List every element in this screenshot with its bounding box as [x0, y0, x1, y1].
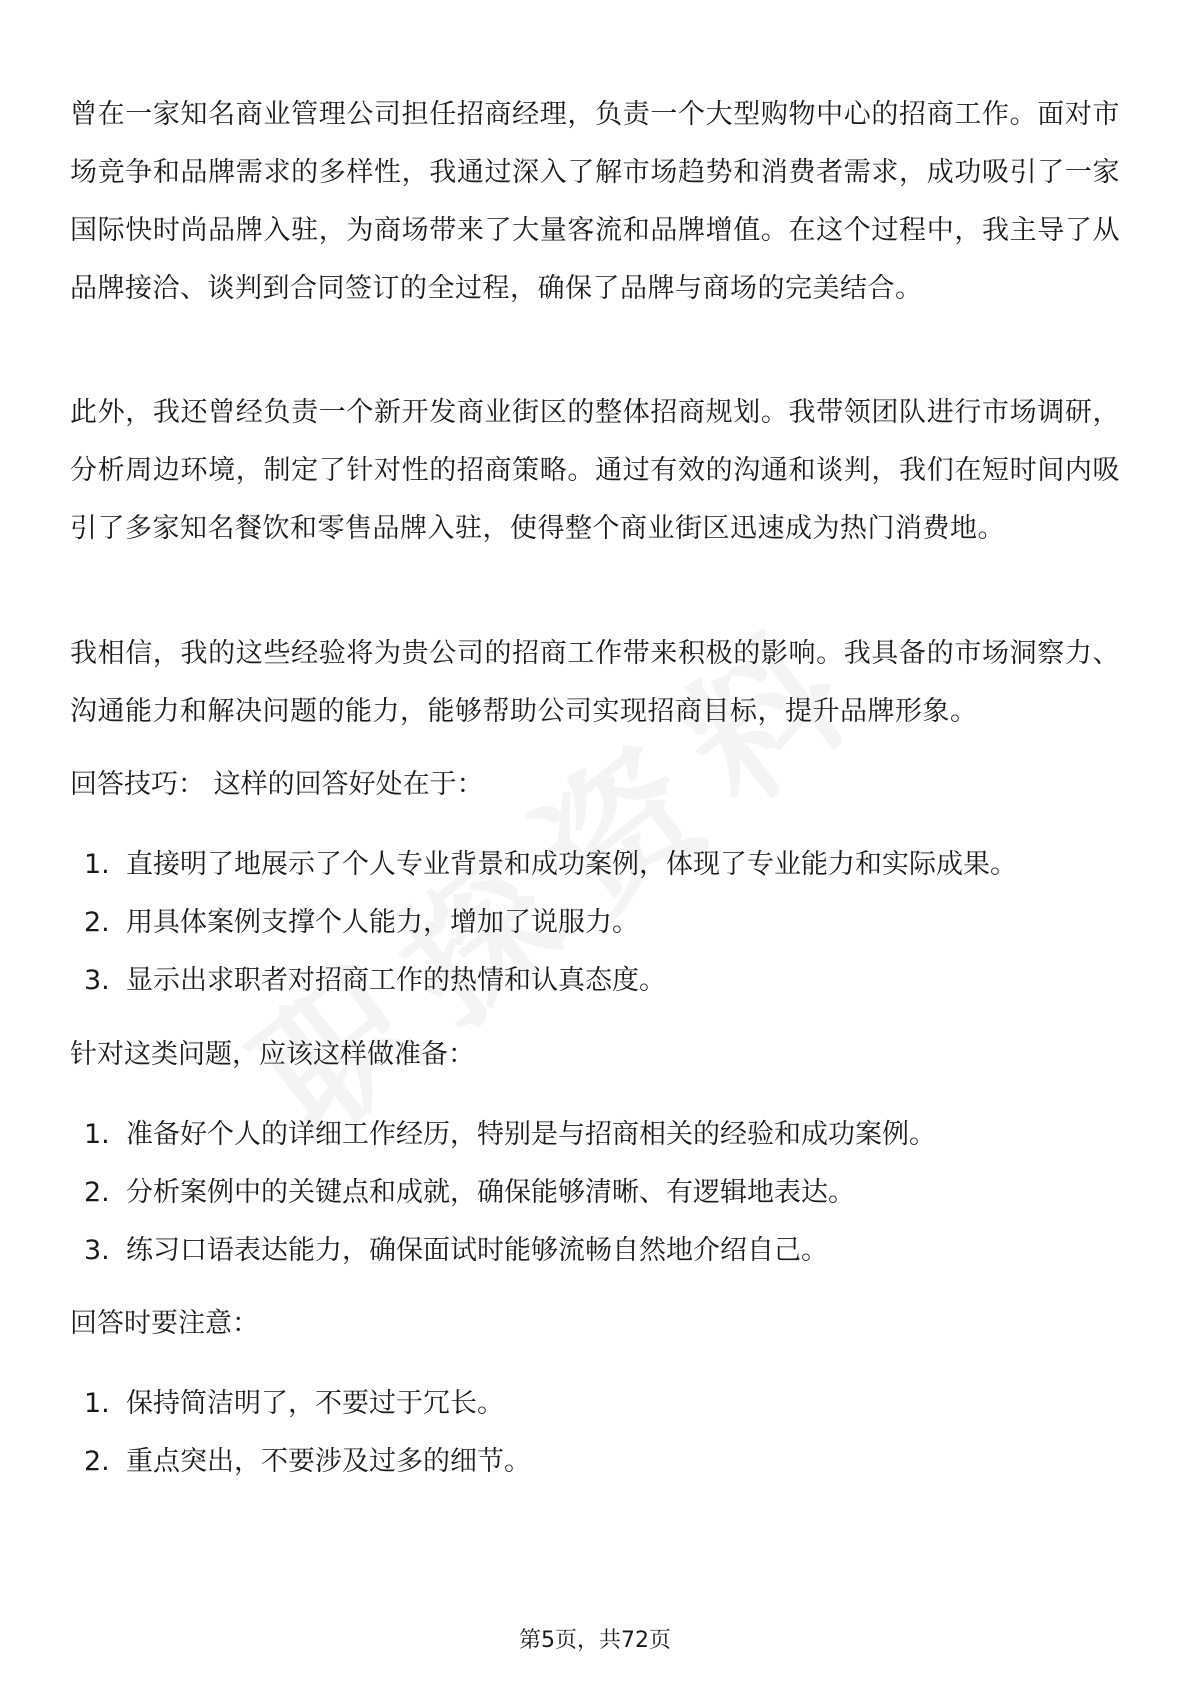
list-item: [70, 836, 1017, 894]
list-text: 练习口语表达能力，确保面试时能够流畅自然地介绍自己。: [126, 1235, 828, 1266]
list-text: 保持简洁明了，不要过于冗长。: [126, 1388, 504, 1419]
page-number: 第5页，共72页: [519, 1628, 671, 1653]
list-number: 1.: [84, 849, 110, 880]
tips-heading: 回答技巧： 这样的回答好处在于：: [70, 769, 484, 800]
list-text: 分析案例中的关键点和成就，确保能够清晰、有逻辑地表达。: [126, 1177, 855, 1208]
paragraph-experience-1: 曾在一家知名商业管理公司担任招商经理，负责一个大型购物中心的招商工作。面对市场竞争和品牌需求的多样性，我通过深入了解市场趋势和消费者需求，成功吸引了一家国际快时尚品牌入驻，为商场带来了大量客流和品牌增值。在这个过程中，我主导了从品牌接洽、谈判到合同签订的全过程，确保了品牌与商场的完美结合。: [70, 99, 1120, 304]
paragraph-experience-2: 此外，我还曾经负责一个新开发商业街区的整体招商规划。我带领团队进行市场调研，分析周边环境，制定了针对性的招商策略。通过有效的沟通和谈判，我们在短时间内吸引了多家知名餐饮和零售品牌入驻，使得整个商业街区迅速成为热门消费地。: [70, 397, 1120, 544]
list-number: 3.: [84, 965, 110, 996]
paragraph-conclusion: 我相信，我的这些经验将为贵公司的招商工作带来积极的影响。我具备的市场洞察力、沟通能力和解决问题的能力，能够帮助公司实现招商目标，提升品牌形象。: [70, 638, 1120, 727]
notes-heading: 回答时要注意：: [70, 1308, 259, 1339]
tips-list: [70, 836, 1017, 1010]
list-text: 准备好个人的详细工作经历，特别是与招商相关的经验和成功案例。: [126, 1119, 936, 1150]
prep-heading: 针对这类问题，应该这样做准备：: [70, 1039, 475, 1070]
list-number: 1.: [84, 1388, 110, 1419]
list-text: 直接明了地展示了个人专业背景和成功案例，体现了专业能力和实际成果。: [126, 849, 1017, 880]
list-item: [70, 894, 1017, 952]
list-item: [70, 1433, 531, 1491]
prep-list: [70, 1106, 936, 1280]
list-item: [70, 952, 1017, 1010]
list-text: 重点突出，不要涉及过多的细节。: [126, 1446, 531, 1477]
notes-list: [70, 1375, 531, 1491]
list-text: 用具体案例支撑个人能力，增加了说服力。: [126, 907, 639, 938]
list-number: 1.: [84, 1119, 110, 1150]
list-number: 2.: [84, 907, 110, 938]
list-item: [70, 1164, 936, 1222]
list-number: 2.: [84, 1177, 110, 1208]
list-text: 显示出求职者对招商工作的热情和认真态度。: [126, 965, 666, 996]
list-item: [70, 1222, 936, 1280]
list-item: [70, 1375, 531, 1433]
list-number: 3.: [84, 1235, 110, 1266]
list-item: [70, 1106, 936, 1164]
list-number: 2.: [84, 1446, 110, 1477]
